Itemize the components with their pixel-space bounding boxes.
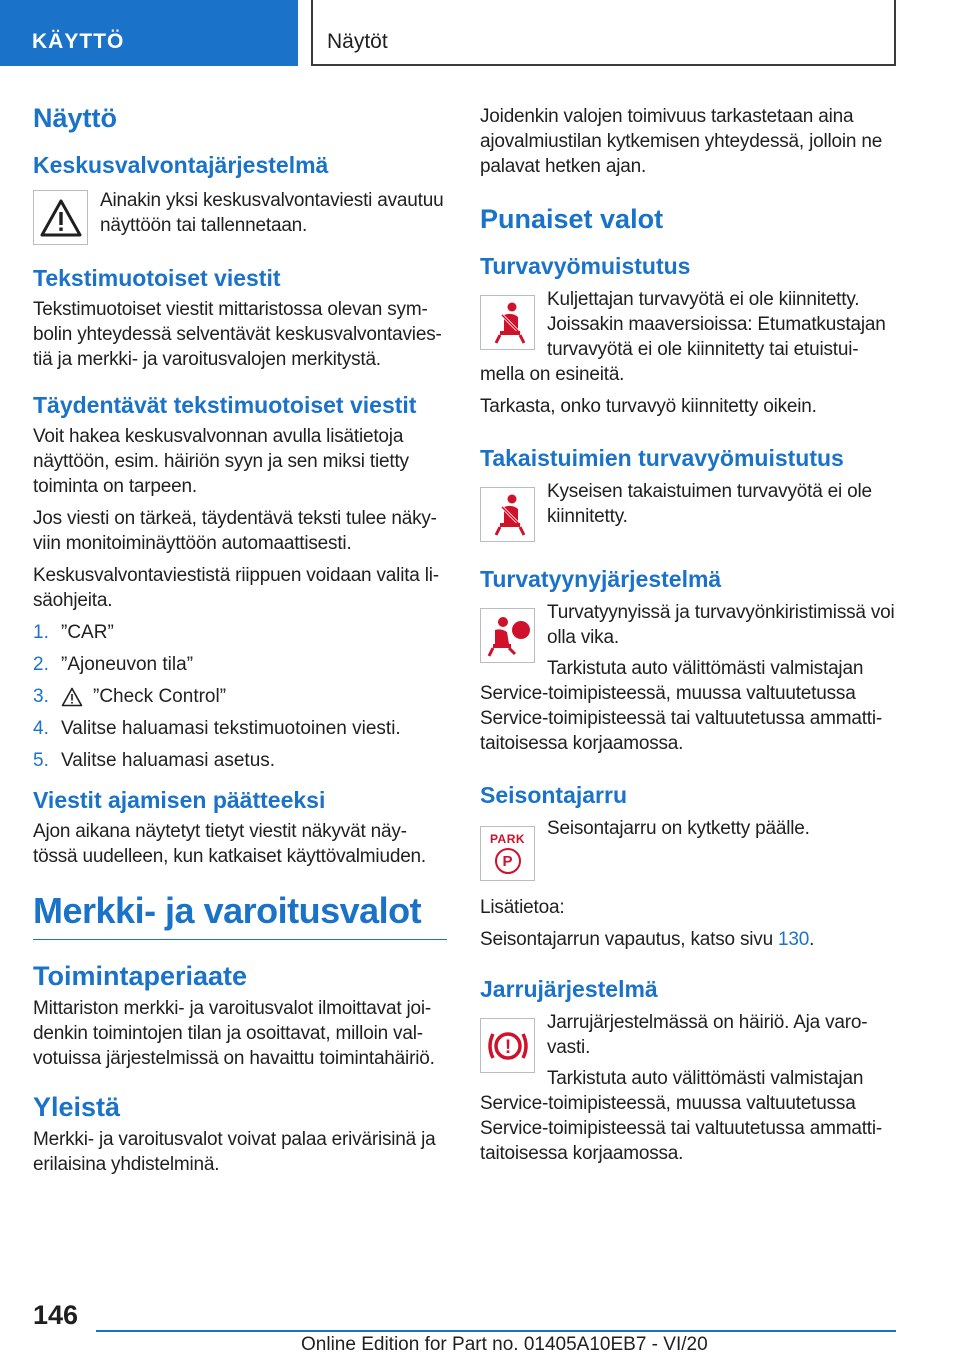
- header-section-tab: KÄYTTÖ: [0, 0, 298, 66]
- taka-row: [480, 479, 896, 542]
- heading-merkki-varoitusvalot: Merkki- ja varoitusvalot: [33, 889, 447, 940]
- park-circle: [495, 848, 521, 874]
- parking-brake-icon: [480, 826, 535, 881]
- heading-toimintaperiaate: Toimintaperiaate: [33, 961, 248, 991]
- jarru-p2b: Service-toimipisteessä, muussa valtuutetussa Service-toimipisteessä tai valtuutetussa ammatti-taitoisessa korjaamossa.: [480, 1093, 883, 1164]
- heading-taydentavat: Täydentävät tekstimuotoiset viestit: [33, 392, 417, 418]
- heading-seisontajarru: Seisontajarru: [480, 782, 627, 808]
- turva-cont: mella on esineitä.: [480, 364, 625, 385]
- seis-ref: Seisontajarrun vapautus, katso sivu 130.: [480, 929, 815, 950]
- teksti-text: Tekstimuotoiset viestit mittaristossa olevan sym-bolin yhteydessä selventävät keskusvalvontavies-tiä ja merkki- ja varoitusvalojen merkitystä.: [33, 299, 442, 370]
- heading-tekstimuotoiset: Tekstimuotoiset viestit: [33, 265, 281, 291]
- heading-yleista: Yleistä: [33, 1092, 121, 1122]
- tayd-p1: Voit hakea keskusvalvonnan avulla lisätietoja näyttöön, esim. häiriön syyn ja sen miksi tietty toiminta on tarpeen.: [33, 426, 409, 497]
- tyyny-p2a: Tarkistuta auto välittömästi valmistajan: [547, 658, 864, 679]
- page-number: 146: [33, 1300, 79, 1330]
- page-link-130[interactable]: 130: [778, 929, 810, 950]
- list-item: 2. ”Ajoneuvon tila”: [33, 654, 194, 675]
- warning-triangle-small-icon: [61, 684, 83, 709]
- list-item: 5. Valitse haluamasi asetus.: [33, 750, 276, 771]
- steps-list: [33, 620, 447, 773]
- heading-jarrujarjestelma: Jarrujärjestelmä: [480, 976, 658, 1002]
- keskus-text: Ainakin yksi keskusvalvontaviesti avautuu näyttöön tai tallennetaan.: [100, 190, 444, 236]
- footer-edition: Online Edition for Part no. 01405A10EB7 - VI/20: [301, 1334, 708, 1355]
- brake-warning-icon: [480, 1018, 535, 1073]
- seis-row: [480, 816, 896, 881]
- toiminta-text: Mittariston merkki- ja varoitusvalot ilmoittavat joi-denkin toimintojen tilan ja osoittavat, milloin val-votuissa järjestelmissä on havaittu toimintahäiriö.: [33, 998, 435, 1069]
- lisa-label: Lisätietoa:: [480, 897, 565, 918]
- tyyny-p2b: Service-toimipisteessä, muussa valtuutetussa Service-toimipisteessä tai valtuutetussa ammatti-taitoisessa korjaamossa.: [480, 683, 883, 754]
- rear-seatbelt-warning-icon: [480, 487, 535, 542]
- jarru-text: Jarrujärjestelmässä on häiriö. Aja varo-vasti.: [547, 1012, 868, 1058]
- tayd-p3: Keskusvalvontaviestistä riippuen voidaan valita li-säohjeita.: [33, 565, 439, 611]
- turva-row: [480, 287, 896, 362]
- yleista-text: Merkki- ja varoitusvalot voivat palaa erivärisinä ja erilaisina yhdistelminä.: [33, 1129, 436, 1175]
- jarru-p2a: Tarkistuta auto välittömästi valmistajan: [547, 1068, 864, 1089]
- taka-text: Kyseisen takaistuimen turvavyötä ei ole kiinnitetty.: [547, 481, 872, 527]
- heading-punaiset-valot: Punaiset valot: [480, 204, 664, 234]
- intro-text: Joidenkin valojen toimivuus tarkastetaan aina ajovalmiustilan kytkemisen yhteydessä, jolloin ne palavat hetken ajan.: [480, 106, 883, 177]
- list-item: 1. ”CAR”: [33, 622, 114, 643]
- viestit-text: Ajon aikana näytetyt tietyt viestit näkyvät näy-tössä uudelleen, kun katkaiset käyttövalmiuden.: [33, 821, 427, 867]
- seatbelt-warning-icon: [480, 295, 535, 350]
- footer-rule: [96, 1330, 896, 1332]
- airbag-warning-icon: [480, 608, 535, 663]
- heading-takaistuimien: Takaistuimien turvavyömuistutus: [480, 445, 844, 471]
- jarru-row: [480, 1010, 896, 1091]
- tyyny-row: [480, 600, 896, 681]
- brake-exclamation: !: [504, 1036, 511, 1058]
- tyyny-text: Turvatyynyissä ja turvavyönkiristimissä voi olla vika.: [547, 602, 895, 648]
- heading-turvavyomuistutus: Turvavyömuistutus: [480, 253, 691, 279]
- turva-p2: Tarkasta, onko turvavyö kiinnitetty oikein.: [480, 396, 817, 417]
- right-column: [480, 104, 896, 1173]
- heading-naytto: Näyttö: [33, 103, 118, 133]
- tayd-p2: Jos viesti on tärkeä, täydentävä teksti tulee näky-viin monitoiminäyttöön automaattisesti.: [33, 508, 437, 554]
- heading-keskusvalvonta: Keskusvalvontajärjestelmä: [33, 152, 329, 178]
- park-label: PARK: [489, 832, 526, 846]
- list-item: 4. Valitse haluamasi tekstimuotoinen viesti.: [33, 718, 401, 739]
- heading-turvatyynyjarjestelma: Turvatyynyjärjestelmä: [480, 566, 722, 592]
- list-item: 3. ”Check Control”: [33, 686, 227, 707]
- header-chapter-title: Näytöt: [311, 0, 896, 66]
- keskus-row: [33, 188, 447, 245]
- seis-text: Seisontajarru on kytketty päälle.: [547, 818, 810, 839]
- left-column: [33, 100, 447, 1184]
- heading-viestit-ajamisen: Viestit ajamisen päätteeksi: [33, 787, 326, 813]
- park-p-letter: P: [502, 852, 513, 870]
- warning-triangle-icon: [33, 190, 88, 245]
- turva-text: Kuljettajan turvavyötä ei ole kiinnitetty. Joissakin maaversioissa: Etumatkustajan turvavyötä ei ole kiinnitetty tai etuistui-: [547, 289, 886, 360]
